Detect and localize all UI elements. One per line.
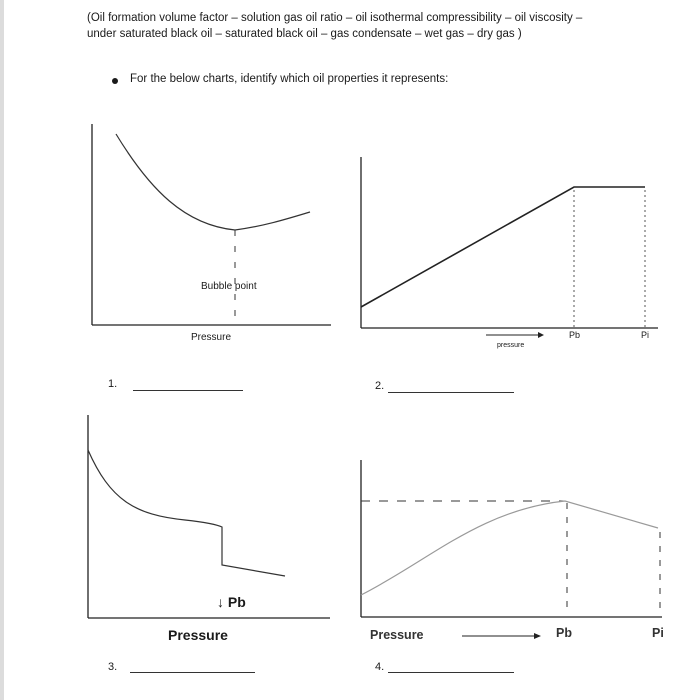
chart-2-curve — [361, 187, 645, 307]
chart-4-arrow-head — [534, 633, 541, 639]
chart-2-arrow-head — [538, 332, 544, 338]
chart-1-bubble-label: Bubble point — [201, 281, 257, 292]
intro-text: (Oil formation volume factor – solution gas oil ratio – oil isothermal compressibility – oil viscosity – under saturated black oil – saturated black oil – gas condensate – wet gas – dry gas ) — [87, 12, 583, 40]
chart-4-curve — [361, 501, 658, 595]
answer-3-blank[interactable] — [130, 672, 255, 673]
answer-2-blank[interactable] — [388, 392, 514, 393]
chart-2-pb-label: Pb — [569, 330, 581, 340]
instruction-text: For the below charts, identify which oil properties it represents: — [130, 73, 449, 85]
chart-3-pb-label: ↓ Pb — [217, 594, 246, 610]
chart-1-curve — [116, 134, 310, 230]
answer-4-blank[interactable] — [388, 672, 514, 673]
chart-2-number: 2. — [375, 380, 385, 392]
chart-3-pressure-label: Pressure — [168, 627, 228, 643]
chart-4-pb-label: Pb — [556, 626, 572, 640]
chart-4-pressure-label: Pressure — [370, 628, 424, 642]
chart-3 — [88, 415, 330, 618]
chart-3-number: 3. — [108, 661, 118, 673]
chart-1 — [92, 124, 331, 325]
chart-2-pi-label: Pi — [641, 330, 650, 340]
chart-3-curve — [88, 450, 285, 576]
answer-1-blank[interactable] — [133, 390, 243, 391]
chart-4-number: 4. — [375, 661, 385, 673]
chart-1-pressure-label: Pressure — [191, 332, 232, 343]
chart-2-pressure-label: pressure — [497, 342, 525, 349]
chart-1-number: 1. — [108, 378, 118, 390]
chart-2 — [361, 157, 658, 338]
chart-4 — [361, 460, 662, 639]
chart-4-pi-label: Pi — [652, 626, 664, 640]
